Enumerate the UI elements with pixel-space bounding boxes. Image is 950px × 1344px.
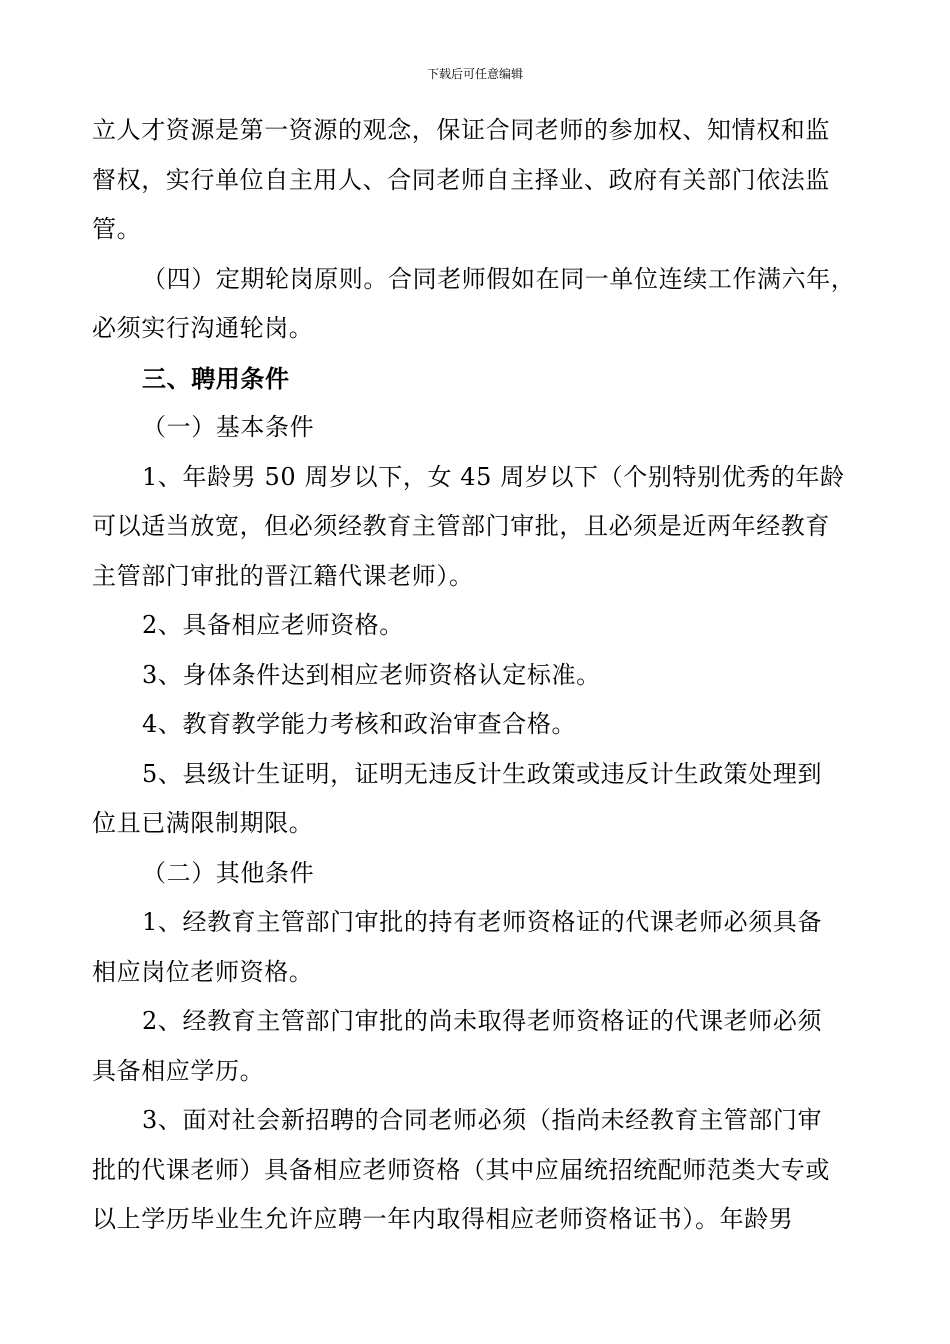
list-item-3: 3、面对社会新招聘的合同老师必须（指尚未经教育主管部门审 — [142, 1106, 823, 1134]
section-principle-4: （四）定期轮岗原则。合同老师假如在同一单位连续工作满六年， — [142, 264, 856, 293]
list-item-5: 5、县级计生证明，证明无违反计生政策或违反计生政策处理到 — [142, 759, 823, 788]
body-line: 立人才资源是第一资源的观念，保证合同老师的参加权、知情权和监 — [92, 116, 830, 144]
document-body — [92, 106, 862, 1245]
body-line: 可以适当放宽，但必须经教育主管部门审批，且必须是近两年经教育 — [92, 512, 830, 540]
body-line: 管。 — [92, 215, 142, 243]
subsection-heading-other: （二）其他条件 — [142, 858, 315, 887]
list-item-3: 3、身体条件达到相应老师资格认定标准。 — [142, 660, 601, 689]
subsection-heading-basic: （一）基本条件 — [142, 413, 315, 441]
section-heading-3: 三、聘用条件 — [142, 363, 290, 393]
body-line: 位且已满限制期限。 — [92, 809, 314, 837]
body-line: 必须实行沟通轮岗。 — [92, 314, 314, 342]
body-line: 批的代课老师）具备相应老师资格（其中应届统招统配师范类大专或 — [92, 1155, 830, 1184]
list-item-2: 2、经教育主管部门审批的尚未取得老师资格证的代课老师必须 — [142, 1007, 823, 1035]
list-item-1: 1、年龄男 50 周岁以下，女 45 周岁以下（个别特别优秀的年龄 — [142, 462, 845, 491]
page-header: 下载后可任意编辑 — [426, 67, 523, 81]
body-line: 具备相应学历。 — [92, 1056, 265, 1085]
body-line: 主管部门审批的晋江籍代课老师）。 — [92, 561, 474, 590]
list-item-2: 2、具备相应老师资格。 — [142, 611, 404, 639]
body-line: 以上学历毕业生允许应聘一年内取得相应老师资格证书）。年龄男 — [92, 1205, 794, 1233]
list-item-1: 1、经教育主管部门审批的持有老师资格证的代课老师必须具备 — [142, 908, 823, 936]
body-line: 相应岗位老师资格。 — [92, 957, 314, 986]
list-item-4: 4、教育教学能力考核和政治审查合格。 — [142, 710, 577, 738]
body-line: 督权，实行单位自主用人、合同老师自主择业、政府有关部门依法监 — [92, 165, 830, 194]
